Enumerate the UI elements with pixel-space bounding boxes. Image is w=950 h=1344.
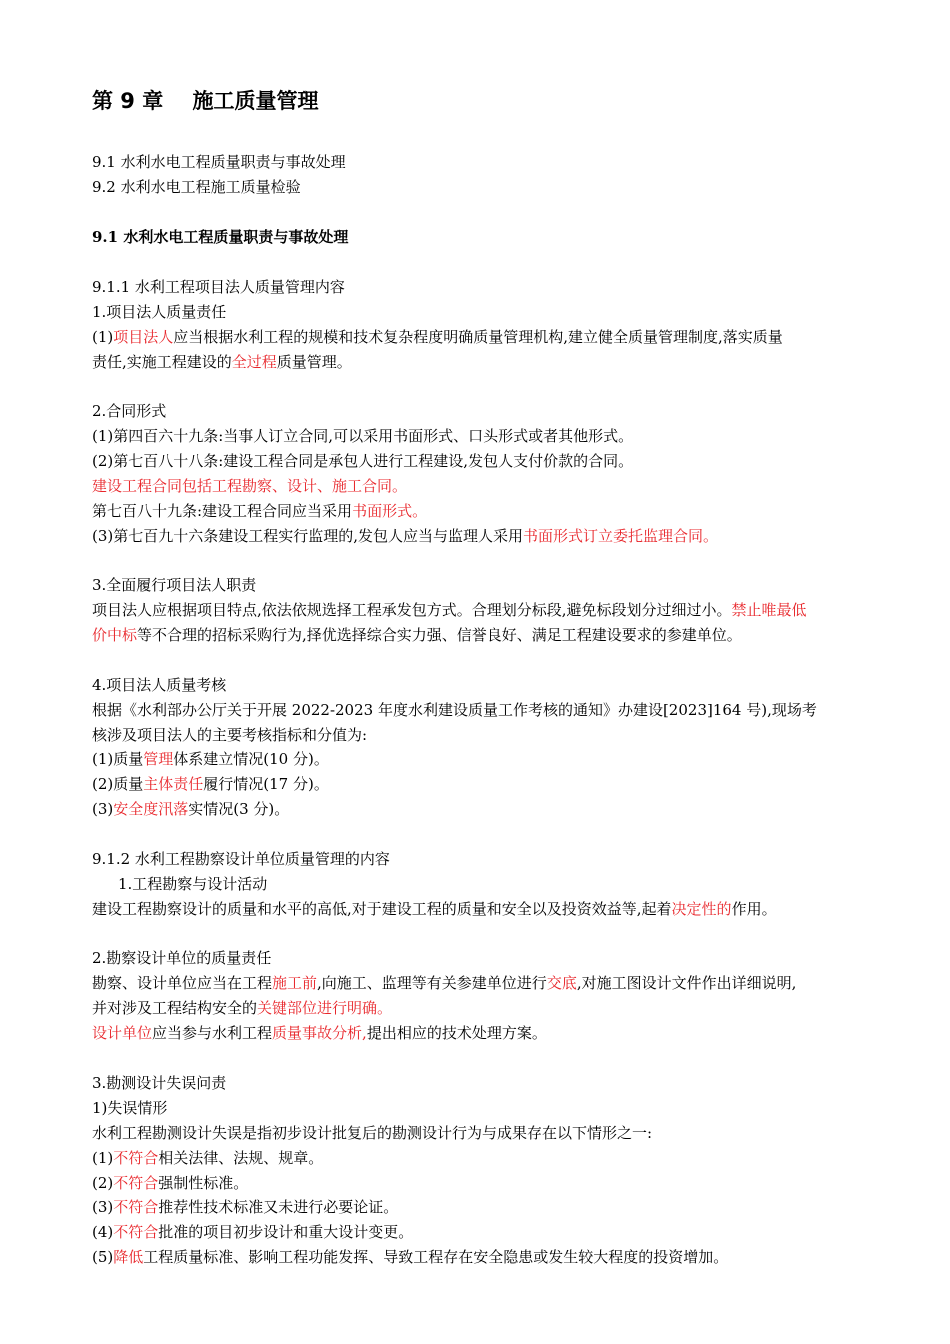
text-segment: 3.全面履行项目法人职责 <box>92 576 257 594</box>
text-line <box>92 1220 413 1245</box>
highlight-text: 安全度汛落 <box>113 800 189 818</box>
text-segment: (1) <box>92 328 114 346</box>
text-segment: 体系建立情况(10 分)。 <box>173 750 329 768</box>
text-line <box>92 623 742 648</box>
text-line <box>92 797 289 822</box>
highlight-text: 不符合 <box>113 1174 159 1192</box>
text-line <box>92 524 718 549</box>
text-segment: 9.1.2 水利工程勘察设计单位质量管理的内容 <box>92 850 390 868</box>
text-segment: 作用。 <box>731 900 777 918</box>
highlight-text: 关键部位进行明确。 <box>257 999 393 1017</box>
highlight-text: 不符合 <box>113 1198 159 1216</box>
text-line <box>92 698 817 723</box>
text-segment: ,对施工图设计文件作出详细说明, <box>576 974 797 992</box>
highlight-text: 不符合 <box>113 1149 159 1167</box>
text-line <box>92 872 267 897</box>
text-line <box>92 399 166 424</box>
text-line <box>92 996 392 1021</box>
highlight-text: 不符合 <box>113 1223 159 1241</box>
text-segment: (2)第七百八十八条:建设工程合同是承包人进行工程建设,发包人支付价款的合同。 <box>92 452 634 470</box>
text-line <box>92 1021 547 1046</box>
highlight-text: 设计单位 <box>92 1024 153 1042</box>
text-segment: (5) <box>92 1248 114 1266</box>
text-segment: (3)第七百九十六条建设工程实行监理的,发包人应当与监理人采用 <box>92 527 524 545</box>
text-segment: 9.1 水利水电工程质量职责与事故处理 <box>92 153 346 171</box>
highlight-text: 价中标 <box>92 626 138 644</box>
text-segment: 提出相应的技术处理方案。 <box>366 1024 547 1042</box>
text-segment: (1)质量 <box>92 750 144 768</box>
text-segment: 并对涉及工程结构安全的 <box>92 999 258 1017</box>
text-segment: 第七百八十九条:建设工程合同应当采用 <box>92 502 353 520</box>
text-line <box>92 772 329 797</box>
text-segment: (2)质量 <box>92 775 144 793</box>
highlight-text: 施工前 <box>272 974 318 992</box>
text-line <box>92 1245 728 1270</box>
text-segment: 质量管理。 <box>276 353 352 371</box>
text-segment: 强制性标准。 <box>158 1174 249 1192</box>
highlight-text: 决定性的 <box>671 900 732 918</box>
text-line <box>92 499 427 524</box>
text-segment: 核涉及项目法人的主要考核指标和分值为: <box>92 726 368 744</box>
highlight-text: 书面形式。 <box>352 502 428 520</box>
text-line <box>92 1096 167 1121</box>
text-segment: 应当参与水利工程 <box>152 1024 273 1042</box>
text-segment: 2.合同形式 <box>92 402 167 420</box>
text-segment: (2) <box>92 1174 114 1192</box>
text-segment: 履行情况(17 分)。 <box>203 775 329 793</box>
text-line <box>92 673 226 698</box>
highlight-text: 全过程 <box>231 353 277 371</box>
text-segment: (1)第四百六十九条:当事人订立合同,可以采用书面形式、口头形式或者其他形式。 <box>92 427 634 445</box>
text-line <box>92 1071 226 1096</box>
text-segment: 相关法律、法规、规章。 <box>158 1149 324 1167</box>
text-segment: 应当根据水利工程的规模和技术复杂程度明确质量管理机构,建立健全质量管理制度,落实质量 <box>173 328 783 346</box>
text-segment: 1.项目法人质量责任 <box>92 303 227 321</box>
text-segment: 推荐性技术标准又未进行必要论证。 <box>158 1198 399 1216</box>
text-line <box>92 1171 248 1196</box>
text-line <box>92 897 777 922</box>
text-segment: 9.1 水利水电工程质量职责与事故处理 <box>92 228 349 246</box>
highlight-text: 交底 <box>546 974 577 992</box>
text-line <box>92 598 807 623</box>
text-line <box>92 449 633 474</box>
text-segment: ,向施工、监理等有关参建单位进行 <box>317 974 547 992</box>
highlight-text: 书面形式订立委托监理合同。 <box>523 527 719 545</box>
highlight-text: 项目法人 <box>113 328 174 346</box>
text-segment: 3.勘测设计失误问责 <box>92 1074 227 1092</box>
text-segment: (3) <box>92 1198 114 1216</box>
text-line <box>92 275 345 300</box>
chapter-title: 第 9 章 施工质量管理 <box>92 89 319 113</box>
text-line <box>92 1195 398 1220</box>
text-segment: 工程质量标准、影响工程功能发挥、导致工程存在安全隐患或发生较大程度的投资增加。 <box>143 1248 729 1266</box>
text-line <box>92 1146 323 1171</box>
text-segment: 建设工程勘察设计的质量和水平的高低,对于建设工程的质量和安全以及投资效益等,起着 <box>92 900 672 918</box>
text-segment: (1) <box>92 1149 114 1167</box>
highlight-text: 主体责任 <box>143 775 204 793</box>
highlight-text: 建设工程合同包括工程勘察、设计、施工合同。 <box>92 477 408 495</box>
text-line <box>92 847 390 872</box>
text-line <box>92 747 329 772</box>
text-line <box>92 424 633 449</box>
text-segment: 1)失误情形 <box>92 1099 168 1117</box>
text-segment: 水利工程勘测设计失误是指初步设计批复后的勘测设计行为与成果存在以下情形之一: <box>92 1124 653 1142</box>
text-segment: 9.1.1 水利工程项目法人质量管理内容 <box>92 278 345 296</box>
highlight-text: 质量事故分析, <box>272 1024 367 1042</box>
text-line <box>92 474 407 499</box>
text-line <box>92 573 256 598</box>
text-segment: 勘察、设计单位应当在工程 <box>92 974 273 992</box>
text-segment: 根据《水利部办公厅关于开展 2022-2023 年度水利建设质量工作考核的通知》办建设[2023]164 号),现场考 <box>92 701 817 719</box>
text-line <box>92 175 301 200</box>
text-line <box>92 150 346 175</box>
text-line <box>92 350 352 375</box>
text-line <box>92 946 271 971</box>
text-segment: 批准的项目初步设计和重大设计变更。 <box>158 1223 414 1241</box>
text-segment: 责任,实施工程建设的 <box>92 353 232 371</box>
text-segment: 2.勘察设计单位的质量责任 <box>92 949 272 967</box>
text-line <box>92 300 226 325</box>
highlight-text: 降低 <box>113 1248 144 1266</box>
text-line <box>92 225 348 250</box>
text-segment: 9.2 水利水电工程施工质量检验 <box>92 178 301 196</box>
highlight-text: 管理 <box>143 750 174 768</box>
text-line <box>92 971 796 996</box>
highlight-text: 禁止唯最低 <box>731 601 807 619</box>
text-segment: (4) <box>92 1223 114 1241</box>
text-segment: 等不合理的招标采购行为,择优选择综合实力强、信誉良好、满足工程建设要求的参建单位。 <box>137 626 742 644</box>
text-line <box>92 1121 652 1146</box>
text-line <box>92 325 783 350</box>
text-line <box>92 723 367 748</box>
text-segment: 实情况(3 分)。 <box>188 800 290 818</box>
text-segment: 1.工程勘察与设计活动 <box>118 875 268 893</box>
text-segment: (3) <box>92 800 114 818</box>
text-segment: 项目法人应根据项目特点,依法依规选择工程承发包方式。合理划分标段,避免标段划分过细过小。 <box>92 601 732 619</box>
text-segment: 4.项目法人质量考核 <box>92 676 227 694</box>
